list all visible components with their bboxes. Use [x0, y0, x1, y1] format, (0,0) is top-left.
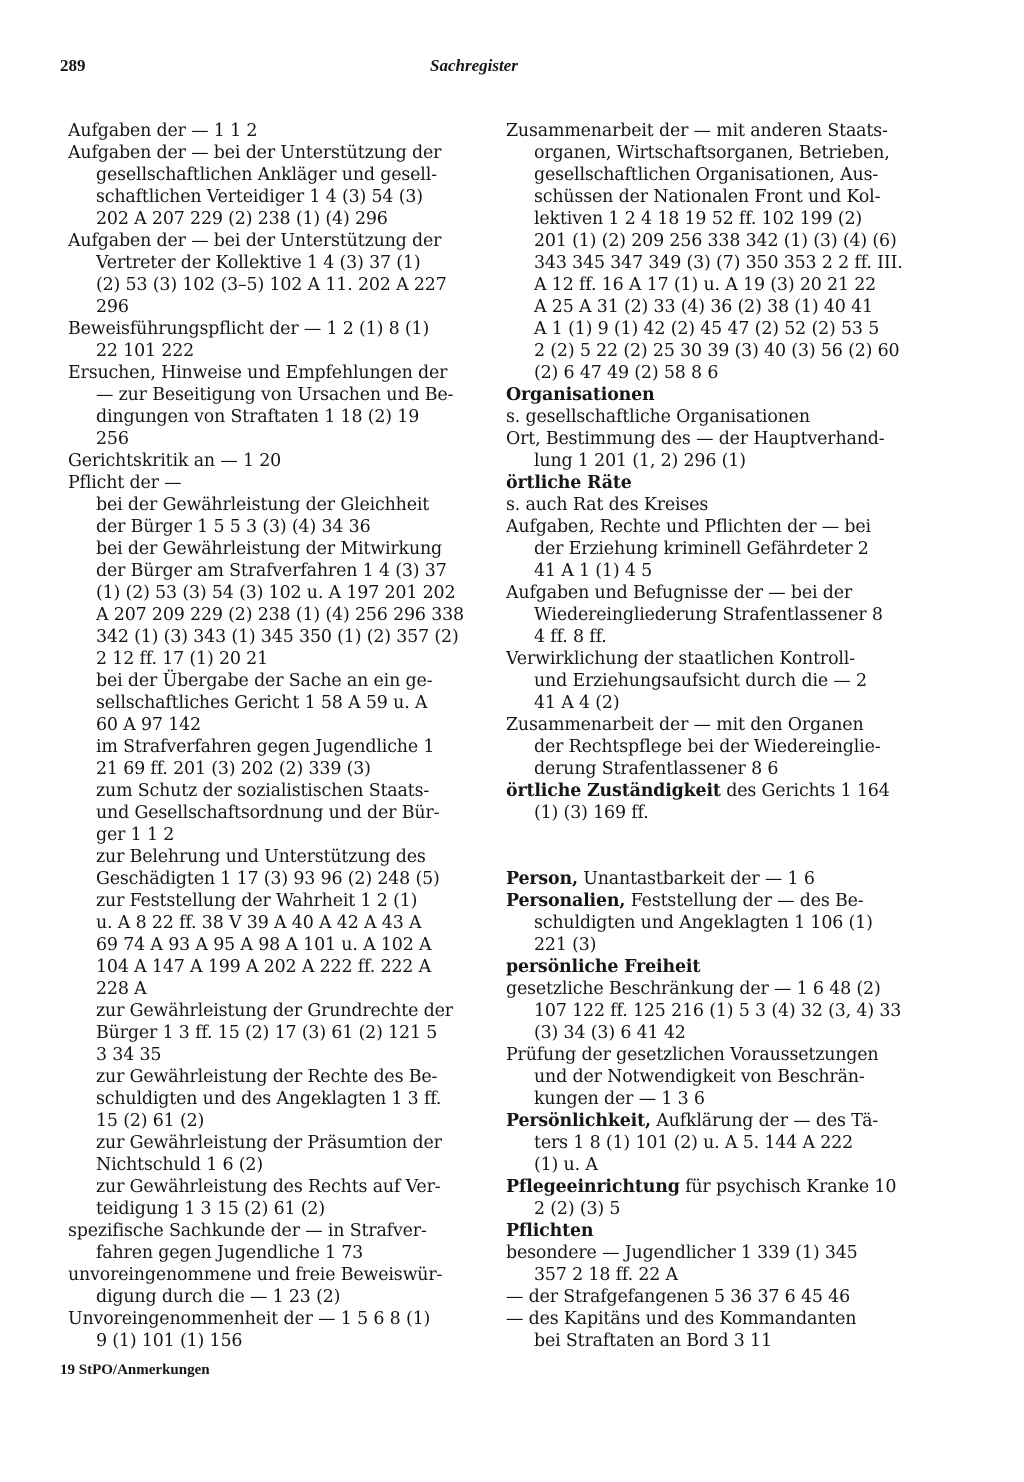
index-entry-text: des Gerichts 1 164 — [720, 781, 890, 801]
index-entry: Nichtschuld 1 6 (2) — [96, 1155, 263, 1175]
index-entry: (3) 34 (3) 6 41 42 — [534, 1023, 686, 1043]
index-entry: bei der Gewährleistung der Gleichheit — [96, 495, 430, 515]
index-entry: 21 69 ff. 201 (3) 202 (2) 339 (3) — [96, 759, 371, 779]
index-entry: schüssen der Nationalen Front und Kol- — [534, 187, 881, 207]
index-entry: 221 (3) — [534, 935, 597, 955]
index-entry: 9 (1) 101 (1) 156 — [96, 1331, 243, 1351]
index-entry: 296 — [96, 297, 129, 317]
index-entry — [506, 1110, 908, 1132]
index-entry-text: für psychisch Kranke 10 — [679, 1177, 897, 1197]
index-entry: bei Straftaten an Bord 3 11 — [534, 1331, 772, 1351]
index-entry: unvoreingenommene und freie Beweiswür- — [68, 1265, 443, 1285]
index-entry: Aufgaben der — bei der Unterstützung der — [68, 231, 442, 251]
index-entry: bei der Übergabe der Sache an ein ge- — [96, 671, 433, 691]
index-entry: s. gesellschaftliche Organisationen — [506, 407, 810, 427]
running-head: Sachregister — [430, 56, 518, 75]
index-entry: Gerichtskritik an — 1 20 — [68, 451, 282, 471]
index-entry: besondere — Jugendlicher 1 339 (1) 345 — [506, 1243, 858, 1263]
index-entry: im Strafverfahren gegen Jugendliche 1 — [96, 737, 435, 757]
index-entry: zur Gewährleistung der Präsumtion der — [96, 1133, 442, 1153]
index-entry: zur Feststellung der Wahrheit 1 2 (1) — [96, 891, 418, 911]
index-entry: — zur Beseitigung von Ursachen und Be- — [96, 385, 454, 405]
index-entry: 22 101 222 — [96, 341, 195, 361]
index-heading: Pflichten — [506, 1221, 594, 1241]
index-headword: Person, — [506, 869, 578, 889]
index-entry: zur Gewährleistung der Rechte des Be- — [96, 1067, 438, 1087]
index-entry: 60 A 97 142 — [96, 715, 201, 735]
index-entry: gesellschaftlichen Ankläger und gesell- — [96, 165, 437, 185]
index-entry: gesellschaftlichen Organisationen, Aus- — [534, 165, 879, 185]
index-entry: — des Kapitäns und des Kommandanten — [506, 1309, 857, 1329]
index-entry: Vertreter der Kollektive 1 4 (3) 37 (1) — [96, 253, 421, 273]
index-entry: sellschaftliches Gericht 1 58 A 59 u. A — [96, 693, 428, 713]
index-entry: Unvoreingenommenheit der — 1 5 6 8 (1) — [68, 1309, 431, 1329]
index-entry: 15 (2) 61 (2) — [96, 1111, 205, 1131]
index-entry: 2 12 ff. 17 (1) 20 21 — [96, 649, 269, 669]
right-column — [506, 120, 908, 1352]
index-entry: Wiedereingliederung Strafentlassener 8 — [534, 605, 883, 625]
index-entry: (2) 53 (3) 102 (3–5) 102 A 11. 202 A 227 — [96, 275, 447, 295]
index-entry: 107 122 ff. 125 216 (1) 5 3 (4) 32 (3, 4) 33 — [534, 1001, 902, 1021]
index-entry: der Rechtspflege bei der Wiedereinglie- — [534, 737, 881, 757]
index-entry: 41 A 4 (2) — [534, 693, 620, 713]
index-entry: A 12 ff. 16 A 17 (1) u. A 19 (3) 20 21 22 — [534, 275, 877, 295]
index-entry: Aufgaben und Befugnisse der — bei der — [506, 583, 853, 603]
index-entry: Ersuchen, Hinweise und Empfehlungen der — [68, 363, 448, 383]
index-entry: (2) 6 47 49 (2) 58 8 6 — [534, 363, 719, 383]
index-headword: Pflegeeinrichtung — [506, 1177, 680, 1197]
index-entry: der Bürger am Strafverfahren 1 4 (3) 37 — [96, 561, 447, 581]
index-entry: Beweisführungspflicht der — 1 2 (1) 8 (1) — [68, 319, 430, 339]
index-entry: Bürger 1 3 ff. 15 (2) 17 (3) 61 (2) 121 5 — [96, 1023, 438, 1043]
index-entry-text: Feststellung der — des Be- — [625, 891, 864, 911]
index-entry-text: Aufklärung der — des Tä- — [650, 1111, 879, 1131]
index-entry: Aufgaben, Rechte und Pflichten der — bei — [506, 517, 871, 537]
index-entry: derung Strafentlassener 8 6 — [534, 759, 779, 779]
index-headword: örtliche Zuständigkeit — [506, 781, 721, 801]
index-entry: 342 (1) (3) 343 (1) 345 350 (1) (2) 357 (2) — [96, 627, 459, 647]
index-entry: 228 A — [96, 979, 147, 999]
index-entry: lektiven 1 2 4 18 19 52 ff. 102 199 (2) — [534, 209, 863, 229]
index-entry: s. auch Rat des Kreises — [506, 495, 709, 515]
index-entry: und Erziehungsaufsicht durch die — 2 — [534, 671, 867, 691]
page-number: 289 — [60, 56, 86, 75]
index-entry: der Bürger 1 5 5 3 (3) (4) 34 36 — [96, 517, 371, 537]
index-entry: Prüfung der gesetzlichen Voraussetzungen — [506, 1045, 879, 1065]
index-entry: schuldigten und Angeklagten 1 106 (1) — [534, 913, 873, 933]
index-entry: Aufgaben der — 1 1 2 — [68, 121, 258, 141]
index-entry: A 25 A 31 (2) 33 (4) 36 (2) 38 (1) 40 41 — [534, 297, 873, 317]
index-entry: und der Notwendigkeit von Beschrän- — [534, 1067, 865, 1087]
index-entry: spezifische Sachkunde der — in Strafver- — [68, 1221, 427, 1241]
section-gap — [506, 824, 908, 868]
index-entry: Aufgaben der — bei der Unterstützung der — [68, 143, 442, 163]
index-entry: zur Gewährleistung des Rechts auf Ver- — [96, 1177, 441, 1197]
index-entry: 104 A 147 A 199 A 202 A 222 ff. 222 A — [96, 957, 431, 977]
index-entry: (1) u. A — [534, 1155, 598, 1175]
index-entry: gesetzliche Beschränkung der — 1 6 48 (2) — [506, 979, 881, 999]
index-entry: u. A 8 22 ff. 38 V 39 A 40 A 42 A 43 A — [96, 913, 422, 933]
index-headword: Persönlichkeit, — [506, 1111, 651, 1131]
left-column — [68, 120, 484, 1352]
index-entry: (1) (2) 53 (3) 54 (3) 102 u. A 197 201 202 — [96, 583, 456, 603]
index-entry: Verwirklichung der staatlichen Kontroll- — [506, 649, 855, 669]
index-entry: A 1 (1) 9 (1) 42 (2) 45 47 (2) 52 (2) 53 5 — [534, 319, 880, 339]
index-entry — [506, 890, 908, 912]
index-entry: fahren gegen Jugendliche 1 73 — [96, 1243, 364, 1263]
index-entry: kungen der — 1 3 6 — [534, 1089, 705, 1109]
index-entry: Zusammenarbeit der — mit den Organen — [506, 715, 864, 735]
index-entry: 202 A 207 229 (2) 238 (1) (4) 296 — [96, 209, 388, 229]
index-entry: ters 1 8 (1) 101 (2) u. A 5. 144 A 222 — [534, 1133, 854, 1153]
index-entry: 2 (2) 5 22 (2) 25 30 39 (3) 40 (3) 56 (2) 60 — [534, 341, 900, 361]
index-entry: 343 345 347 349 (3) (7) 350 353 2 2 ff. III. — [534, 253, 903, 273]
index-entry: zur Gewährleistung der Grundrechte der — [96, 1001, 453, 1021]
index-entry: 256 — [96, 429, 129, 449]
index-entry: lung 1 201 (1, 2) 296 (1) — [534, 451, 746, 471]
index-entry: 201 (1) (2) 209 256 338 342 (1) (3) (4) (6) — [534, 231, 897, 251]
index-headword: Personalien, — [506, 891, 626, 911]
index-entry: ger 1 1 2 — [96, 825, 175, 845]
index-entry: teidigung 1 3 15 (2) 61 (2) — [96, 1199, 325, 1219]
index-entry: Ort, Bestimmung des — der Hauptverhand- — [506, 429, 885, 449]
index-entry: Zusammenarbeit der — mit anderen Staats- — [506, 121, 888, 141]
index-entry: bei der Gewährleistung der Mitwirkung — [96, 539, 443, 559]
index-entry: schuldigten und des Angeklagten 1 3 ff. — [96, 1089, 442, 1109]
index-entry: 2 (2) (3) 5 — [534, 1199, 621, 1219]
index-entry: 69 74 A 93 A 95 A 98 A 101 u. A 102 A — [96, 935, 432, 955]
index-heading: Organisationen — [506, 385, 655, 405]
index-heading: persönliche Freiheit — [506, 957, 701, 977]
index-entry: 41 A 1 (1) 4 5 — [534, 561, 653, 581]
index-entry: organen, Wirtschaftsorganen, Betrieben, — [534, 143, 890, 163]
index-entry: 357 2 18 ff. 22 A — [534, 1265, 678, 1285]
index-entry: schaftlichen Verteidiger 1 4 (3) 54 (3) — [96, 187, 423, 207]
index-entry — [506, 868, 908, 890]
index-entry: 3 34 35 — [96, 1045, 162, 1065]
index-entry: A 207 209 229 (2) 238 (1) (4) 256 296 338 — [96, 605, 464, 625]
index-entry — [506, 1176, 908, 1198]
index-entry: Geschädigten 1 17 (3) 93 96 (2) 248 (5) — [96, 869, 440, 889]
index-entry: 4 ff. 8 ff. — [534, 627, 607, 647]
index-entry: Pflicht der — — [68, 473, 182, 493]
index-heading: örtliche Räte — [506, 473, 632, 493]
footer-signature: 19 StPO/Anmerkungen — [60, 1362, 210, 1378]
index-entry: (1) (3) 169 ff. — [534, 803, 649, 823]
index-entry: dingungen von Straftaten 1 18 (2) 19 — [96, 407, 420, 427]
index-entry: zum Schutz der sozialistischen Staats- — [96, 781, 430, 801]
index-entry: und Gesellschaftsordnung und der Bür- — [96, 803, 440, 823]
index-entry: — der Strafgefangenen 5 36 37 6 45 46 — [506, 1287, 851, 1307]
index-entry: digung durch die — 1 23 (2) — [96, 1287, 341, 1307]
index-entry: zur Belehrung und Unterstützung des — [96, 847, 426, 867]
index-entry-text: Unantastbarkeit der — 1 6 — [577, 869, 815, 889]
index-entry — [506, 780, 908, 802]
index-entry: der Erziehung kriminell Gefährdeter 2 — [534, 539, 869, 559]
